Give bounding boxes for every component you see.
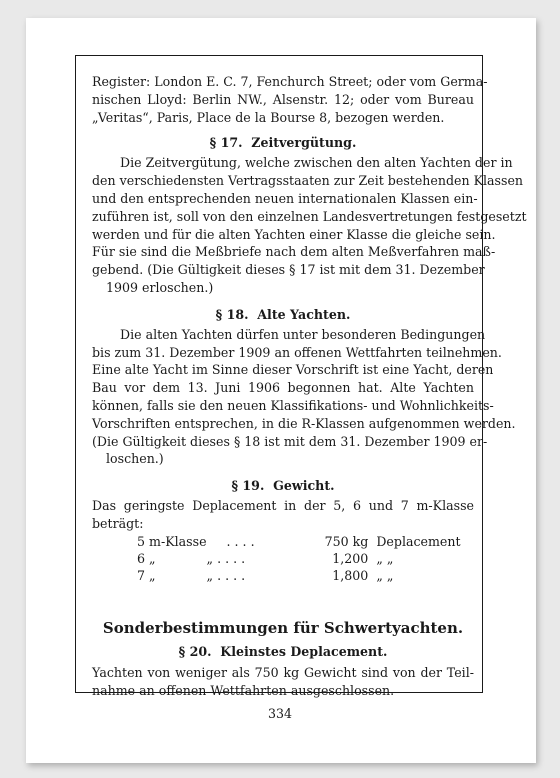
text-line: und den entsprechenden neuen internationalen Klassen ein- — [92, 190, 478, 206]
text-line: „Veritas“, Paris, Place de la Bourse 8, bezogen werden. — [92, 109, 445, 125]
text-line: Das geringste Deplacement in der 5, 6 und 7 m-Klasse — [92, 498, 474, 514]
text-line: Die Zeitvergütung, welche zwischen den alten Yachten der in — [120, 155, 513, 171]
section-title: Zeitvergütung. — [251, 135, 357, 151]
class-size: 7 „ — [137, 567, 156, 583]
leader-dots: „ . . . . — [206, 567, 246, 583]
section-title: Alte Yachten. — [257, 306, 351, 322]
section-title: Kleinstes Deplacement. — [220, 643, 388, 659]
text-line: zuführen ist, soll von den einzelnen Landesvertretungen festgesetzt — [92, 208, 527, 224]
text-line: Für sie sind die Meßbriefe nach dem alten Meßverfahren maß- — [92, 244, 496, 260]
text-line: können, falls sie den neuen Klassifikations- und Wohnlichkeits- — [92, 397, 494, 413]
text-line: Vorschriften entsprechen, in die R-Klassen aufgenommen werden. — [92, 415, 516, 431]
weight-label: „ „ — [376, 550, 394, 566]
page-content — [92, 73, 527, 699]
section-number: § 20. — [178, 643, 212, 659]
special-rules-heading: Sonderbestimmungen für Schwertyachten. — [102, 618, 464, 637]
intro-paragraph — [92, 73, 488, 126]
table-row — [137, 567, 474, 584]
text-line: loschen.) — [106, 451, 164, 467]
text-line: gebend. (Die Gültigkeit dieses § 17 ist mit dem 31. Dezember — [92, 262, 485, 278]
text-line: Register: London E. C. 7, Fenchurch Street; oder vom Germa- — [92, 74, 488, 89]
section-17-paragraph — [92, 154, 527, 296]
text-line: Yachten von weniger als 750 kg Gewicht sind von der Teil- — [92, 664, 474, 680]
text-line: (Die Gültigkeit dieses § 18 ist mit dem 31. Dezember 1909 er- — [92, 433, 488, 449]
weight-value: 1,200 — [332, 550, 369, 566]
text-line: Bau vor dem 13. Juni 1906 begonnen hat. Alte Yachten — [92, 380, 474, 396]
table-row — [137, 533, 474, 550]
text-line: den verschiedensten Vertragsstaaten zur Zeit bestehenden Klassen — [92, 173, 524, 189]
table-row — [137, 550, 474, 567]
leader-dots: „ . . . . — [206, 550, 246, 566]
section-number: § 19. — [231, 478, 265, 494]
section-20-heading — [92, 643, 474, 661]
text-line: nischen Lloyd: Berlin NW., Alsenstr. 12; oder vom Bureau — [92, 91, 474, 107]
text-line: nahme an offenen Wettfahrten ausgeschlossen. — [92, 682, 395, 698]
text-line: Die alten Yachten dürfen unter besonderen Bedingungen — [120, 326, 486, 342]
weight-value: 1,800 — [332, 567, 369, 583]
section-18-paragraph — [92, 326, 516, 468]
leader-dots: . . . . — [226, 533, 255, 549]
text-line: werden und für die alten Yachten einer Klasse die gleiche sein. — [92, 226, 496, 242]
section-title: Gewicht. — [273, 478, 335, 494]
weight-label: „ „ — [376, 567, 394, 583]
section-20-paragraph — [92, 664, 474, 700]
text-line: Eine alte Yacht im Sinne dieser Vorschrift ist eine Yacht, deren — [92, 362, 494, 378]
section-18-heading — [92, 306, 474, 324]
section-19-heading — [92, 477, 474, 495]
section-19-paragraph — [92, 497, 474, 533]
section-number: § 18. — [215, 306, 249, 322]
weight-label: Deplacement — [376, 533, 461, 549]
page-number: 334 — [267, 706, 293, 721]
class-size: 6 „ — [137, 550, 156, 566]
text-line: 1909 erloschen.) — [106, 279, 214, 295]
displacement-table — [137, 533, 474, 584]
section-number: § 17. — [209, 135, 243, 151]
weight-value: 750 kg — [324, 533, 369, 549]
section-17-heading — [92, 134, 474, 152]
class-size: 5 m-Klasse — [137, 533, 207, 549]
text-line: bis zum 31. Dezember 1909 an offenen Wettfahrten teilnehmen. — [92, 344, 502, 360]
text-line: beträgt: — [92, 515, 144, 531]
